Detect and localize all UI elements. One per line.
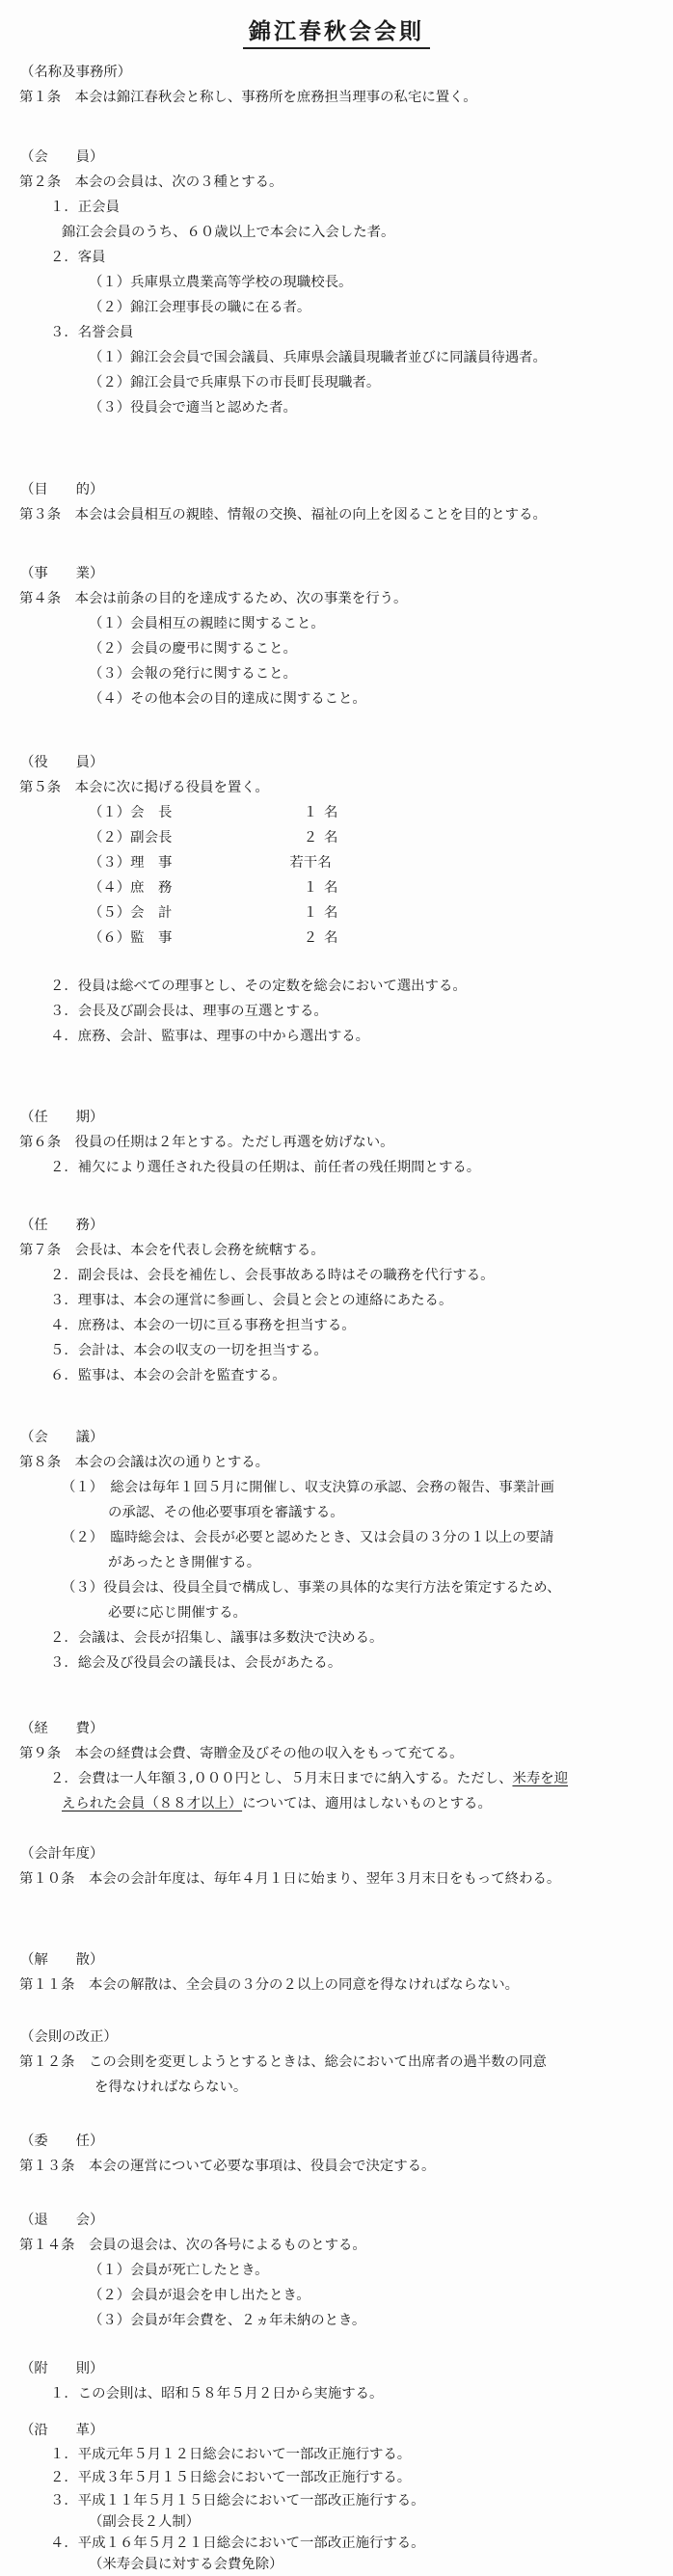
underlined-text: えられた会員（８８才以上） [62,1796,243,1811]
section-supplementary [0,2356,673,2406]
officer-unit: 名 [324,930,338,946]
clause-text: （４）その他本会の目的達成に関すること。 [89,691,366,707]
section-fiscal-year [0,1841,673,1892]
officer-count: ２ [303,830,318,845]
clause-text [0,1791,673,1816]
clause-text: ３．名誉会員 [50,325,134,340]
section-withdrawal [0,2208,673,2333]
article-13: 第１３条 本会の運営について必要な事項は、役員会で決定する。 [19,2159,436,2174]
history-note: （米寿会員に対する会費免除） [89,2557,283,2572]
article-12: 第１２条 この会則を変更しようとするときは、総会において出席者の過半数の同意 [19,2054,547,2070]
officer-role: （３）理 事 [89,855,173,871]
section-heading: （会 議） [20,1430,104,1445]
clause-text: （２）会員の慶弔に関すること。 [89,641,297,657]
article-7: 第７条 会長は、本会を代表し会務を統轄する。 [19,1243,325,1258]
section-duties [0,1213,673,1388]
history-note: （副会長２人制） [89,2514,201,2530]
clause-text: （１） 総会は毎年１回５月に開催し、収支決算の承認、会務の報告、事業計画 [62,1480,554,1495]
article-8: 第８条 本会の会議は次の通りとする。 [19,1455,270,1470]
clause-text: ３．理事は、本会の運営に参画し、会員と会との連絡にあたる。 [50,1293,453,1308]
clause-text: （１）兵庫県立農業高等学校の現職校長。 [89,275,353,290]
section-heading: （附 則） [20,2361,104,2376]
section-heading: （任 務） [20,1218,104,1233]
history-item: ３．平成１１年５月１５日総会において一部改正施行する。 [50,2493,425,2509]
clause-text-part: については、適用はしないものとする。 [242,1796,492,1811]
section-members [0,145,673,420]
article-14: 第１４条 会員の退会は、次の各号によるものとする。 [19,2238,366,2253]
clause-text: （１）錦江会会員で国会議員、兵庫県会議員現職者並びに同議員待遇者。 [89,350,547,365]
article-10: 第１０条 本会の会計年度は、毎年４月１日に始まり、翌年３月末日をもって終わる。 [19,1871,561,1887]
officer-count: ２ [303,930,318,946]
officer-count: １ [303,905,318,921]
clause-text [0,1766,673,1791]
clause-text: ４．庶務、会計、監事は、理事の中から選出する。 [50,1029,369,1044]
officer-role: （６）監 事 [89,930,173,946]
officer-unit: 名 [324,830,338,845]
clause-text: （３）役員会は、役員全員で構成し、事業の具体的な実行方法を策定するため、 [62,1580,561,1596]
officer-row [0,800,673,825]
clause-text: １．正会員 [50,200,120,215]
section-heading: （役 員） [20,755,104,770]
officer-role: （２）副会長 [89,830,173,845]
section-heading: （退 会） [20,2213,104,2228]
officer-count: １ [303,880,318,896]
officer-row [0,926,673,951]
section-expenses [0,1716,673,1816]
section-heading: （会 員） [20,149,104,165]
article-5: 第５条 本会に次に掲げる役員を置く。 [19,780,269,795]
clause-text: 必要に応じ開催する。 [108,1605,247,1621]
clause-text: （１）会員相互の親睦に関すること。 [89,616,325,631]
document-title: 錦江春秋会会則 [0,13,673,49]
section-heading: （任 期） [20,1110,104,1125]
history-item: ４．平成１６年５月２１日総会において一部改正施行する。 [50,2536,425,2551]
clause-text: ２．副会長は、会長を補佐し、会長事故ある時はその職務を代行する。 [50,1268,495,1283]
officer-unit: 名 [324,905,338,921]
section-heading: （名称及事務所） [20,65,132,80]
section-history [0,2418,673,2574]
clause-text: （２）会員が退会を申し出たとき。 [89,2288,310,2303]
officer-row [0,850,673,875]
section-delegation [0,2129,673,2179]
article-3: 第３条 本会は会員相互の親睦、情報の交換、福祉の向上を図ることを目的とする。 [19,507,547,523]
section-amendment [0,2025,673,2100]
officer-role: （１）会 長 [89,805,173,820]
officer-role: （５）会 計 [89,905,173,921]
clause-text: （３）会員が年会費を、２ヵ年未納のとき。 [89,2313,366,2328]
clause-text: ４．庶務は、本会の一切に亘る事務を担当する。 [50,1318,356,1333]
clause-text-part: ２．会費は一人年額３,０００円とし、５月末日までに納入する。ただし、 [50,1771,513,1786]
section-heading: （会則の改正） [20,2029,118,2045]
section-dissolution [0,1947,673,1998]
history-item: ２．平成３年５月１５日総会において一部改正施行する。 [50,2470,412,2485]
officer-role: （４）庶 務 [89,880,173,896]
section-heading: （委 任） [20,2133,104,2149]
section-activities [0,561,673,711]
section-meetings [0,1425,673,1676]
underlined-text: 米寿を迎 [512,1771,569,1786]
section-heading: （会計年度） [20,1846,104,1862]
section-heading: （事 業） [20,566,104,581]
clause-text: （３）役員会で適当と認めた者。 [89,400,297,416]
history-item: １．平成元年５月１２日総会において一部改正施行する。 [50,2447,412,2462]
clause-text: ６．監事は、本会の会計を監査する。 [50,1368,286,1383]
clause-text: （２）錦江会理事長の職に在る者。 [89,300,311,315]
officer-count: １ [303,805,318,820]
officer-row [0,825,673,850]
section-name-office [0,60,673,110]
article-1: 第１条 本会は錦江春秋会と称し、事務所を庶務担当理事の私宅に置く。 [19,90,477,105]
section-term [0,1105,673,1180]
clause-text: ２．客員 [50,250,106,265]
clause-text: （３）会報の発行に関すること。 [89,666,297,682]
clause-text: ２．役員は総べての理事とし、その定数を総会において選出する。 [50,979,467,994]
clause-text: （２）錦江会員で兵庫県下の市長町長現職者。 [89,375,381,390]
article-6: 第６条 役員の任期は２年とする。ただし再選を妨げない。 [19,1135,394,1150]
officer-count: 若干名 [289,855,332,871]
clause-text: ２．会議は、会長が招集し、議事は多数決で決める。 [50,1630,384,1646]
clause-text: １．この会則は、昭和５８年５月２日から実施する。 [50,2386,384,2402]
officer-unit: 名 [324,805,338,820]
section-heading: （目 的） [20,482,104,497]
article-9: 第９条 本会の経費は会費、寄贈金及びその他の収入をもって充てる。 [19,1746,464,1761]
article-4: 第４条 本会は前条の目的を達成するため、次の事業を行う。 [19,591,408,606]
section-purpose [0,477,673,527]
clause-text: 錦江会会員のうち、６０歳以上で本会に入会した者。 [62,225,395,240]
officer-unit: 名 [324,880,338,896]
section-officers [0,750,673,1049]
clause-text: があったとき開催する。 [108,1555,261,1570]
section-heading: （沿 革） [20,2423,104,2438]
clause-text: ２．補欠により選任された役員の任期は、前任者の残任期間とする。 [50,1160,481,1175]
clause-text: を得なければならない。 [94,2080,248,2095]
section-heading: （解 散） [20,1952,104,1968]
clause-text: ３．総会及び役員会の議長は、会長があたる。 [50,1655,342,1671]
clause-text: ５．会計は、本会の収支の一切を担当する。 [50,1343,328,1358]
section-heading: （経 費） [20,1721,104,1736]
article-11: 第１１条 本会の解散は、全会員の３分の２以上の同意を得なければならない。 [19,1977,520,1993]
clause-text: （２） 臨時総会は、会長が必要と認めたとき、又は会員の３分の１以上の要請 [62,1530,554,1545]
officer-row [0,900,673,926]
article-2: 第２条 本会の会員は、次の３種とする。 [19,174,283,190]
clause-text: の承認、その他必要事項を審議する。 [108,1505,344,1520]
clause-text: ３．会長及び副会長は、理事の互選とする。 [50,1004,328,1019]
officer-row [0,875,673,900]
clause-text: （１）会員が死亡したとき。 [89,2263,269,2278]
